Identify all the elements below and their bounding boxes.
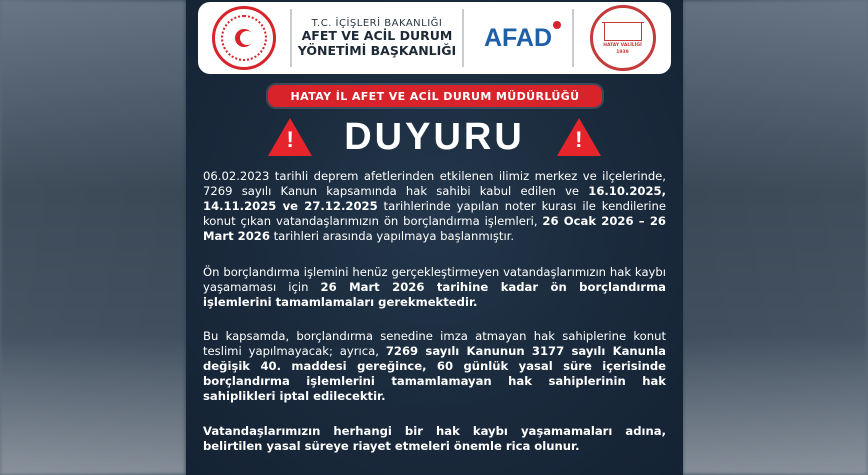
title-row	[186, 112, 683, 162]
ministry-name	[298, 18, 456, 58]
p1-text-c: tarihlerinde yapılan noter kurası ile kendilerine konut çıkan vatandaşlarımızın ön borçlandırma işlemleri,	[203, 199, 666, 228]
announcement-poster	[186, 0, 683, 475]
blurred-background-left	[0, 0, 186, 475]
p2-bold-deadline: 26 Mart 2026 tarihine kadar ön borçlandırma işlemlerini tamamlamaları gerekmektedir.	[203, 280, 666, 309]
ministry-line-3: YÖNETİMİ BAŞKANLIĞI	[297, 42, 457, 58]
page-title: DUYURU	[344, 115, 525, 158]
p1-bold-dates: 16.10.2025, 14.11.2025 ve 27.12.2025	[203, 184, 666, 213]
p3-bold-law: 7269 sayılı Kanunun 3177 sayılı Kanunla değişik 40. maddesi gereğince, 60 günlük yasal süre içerisinde borçlandırma işlemlerini tamamlamayan hak sahiplerinin hak sahiplikleri iptal edilecektir.	[203, 344, 666, 403]
valilik-seal-icon	[590, 5, 656, 71]
directorate-banner: HATAY İL AFET VE ACİL DURUM MÜDÜRLÜĞÜ	[268, 85, 602, 107]
p2-text-a: Ön borçlandırma işlemini henüz gerçekleştirmeyen vatandaşlarımızın hak kaybı yaşamaması için	[203, 265, 666, 294]
ministry-seal-cell	[198, 2, 290, 74]
paragraph-1	[203, 169, 666, 244]
afad-logo	[484, 24, 552, 53]
afad-logo-text: AFAD	[483, 23, 553, 52]
p4-bold-request: Vatandaşlarımızın herhangi bir hak kaybı yaşamamaları adına, belirtilen yasal süreye riayet etmeleri önemle rica olunur.	[203, 424, 666, 453]
afad-logo-cell	[464, 2, 572, 74]
p1-text-a: 06.02.2023 tarihli deprem afetlerinden etkilenen ilimiz merkez ve ilçelerinde, 7269 sayılı Kanun kapsamında hak sahibi kabul edilen ve	[203, 169, 666, 198]
paragraph-2	[203, 265, 666, 310]
p3-text-a: Bu kapsamda, borçlandırma senedine imza atmayan hak sahiplerine konut teslimi yapılmayacak; ayrıca,	[203, 329, 666, 358]
ministry-line-2: AFET VE ACİL DURUM	[301, 28, 453, 44]
blurred-background-right	[682, 0, 868, 475]
ministry-line-1: T.C. İÇİŞLERİ BAKANLIĞI	[311, 17, 443, 29]
ministry-name-cell	[292, 2, 462, 74]
valilik-seal-cell	[574, 2, 671, 74]
p1-text-e: tarihleri arasında yapılmaya başlanmıştır.	[269, 229, 515, 243]
valilik-seal-text: HATAY VALİLİĞİ	[603, 42, 642, 48]
ministry-seal-icon	[212, 6, 276, 70]
paragraph-4	[203, 424, 666, 454]
warning-icon: !	[557, 118, 601, 156]
afad-logo-dot-icon	[553, 21, 561, 29]
valilik-seal-year: 1939	[616, 49, 629, 55]
paragraph-3	[203, 329, 666, 404]
warning-icon: !	[268, 118, 312, 156]
logo-header	[198, 2, 671, 74]
p1-bold-period: 26 Ocak 2026 – 26 Mart 2026	[203, 214, 666, 243]
